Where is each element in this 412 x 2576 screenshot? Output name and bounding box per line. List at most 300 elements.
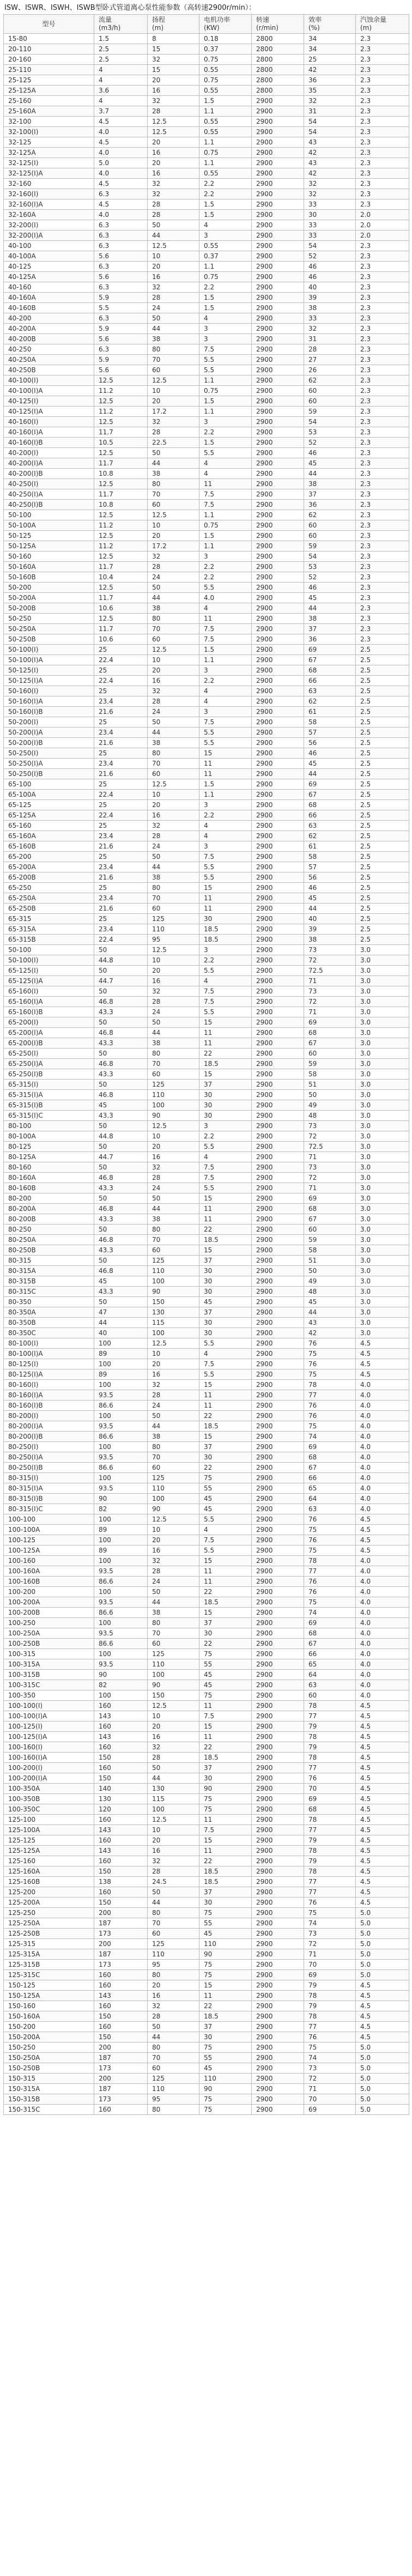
cell-power: 5.5 bbox=[199, 448, 252, 458]
cell-speed: 2900 bbox=[252, 127, 304, 137]
cell-power: 15 bbox=[199, 1722, 252, 1732]
cell-model: 65-160(I) bbox=[4, 986, 94, 997]
table-row bbox=[4, 1256, 409, 1266]
cell-head: 50 bbox=[148, 1587, 199, 1597]
cell-model: 40-250(I)B bbox=[4, 500, 94, 510]
cell-speed: 2900 bbox=[252, 686, 304, 696]
cell-power: 0.55 bbox=[199, 241, 252, 251]
table-row bbox=[4, 645, 409, 655]
cell-model: 80-250(I) bbox=[4, 1442, 94, 1452]
cell-npsh: 4.5 bbox=[356, 1359, 409, 1369]
cell-speed: 2900 bbox=[252, 841, 304, 852]
cell-head: 16 bbox=[148, 676, 199, 686]
cell-efficiency: 59 bbox=[304, 407, 356, 417]
pump-spec-table bbox=[3, 14, 409, 2115]
cell-head: 10 bbox=[148, 1711, 199, 1722]
cell-speed: 2900 bbox=[252, 396, 304, 407]
cell-speed: 2900 bbox=[252, 2063, 304, 2074]
cell-power: 22 bbox=[199, 1048, 252, 1059]
table-row bbox=[4, 1866, 409, 1877]
cell-efficiency: 38 bbox=[304, 935, 356, 945]
cell-efficiency: 33 bbox=[304, 220, 356, 231]
cell-efficiency: 71 bbox=[304, 1152, 356, 1162]
table-row bbox=[4, 1307, 409, 1318]
cell-speed: 2900 bbox=[252, 935, 304, 945]
cell-speed: 2900 bbox=[252, 779, 304, 790]
cell-npsh: 2.5 bbox=[356, 645, 409, 655]
cell-model: 20-110 bbox=[4, 44, 94, 54]
cell-efficiency: 67 bbox=[304, 1038, 356, 1048]
cell-head: 80 bbox=[148, 1618, 199, 1628]
cell-head: 16 bbox=[148, 86, 199, 96]
table-row bbox=[4, 1939, 409, 1949]
column-header-label: 电机功率 bbox=[204, 16, 231, 23]
cell-speed: 2900 bbox=[252, 1473, 304, 1483]
cell-efficiency: 70 bbox=[304, 1784, 356, 1794]
cell-power: 0.55 bbox=[199, 127, 252, 137]
cell-npsh: 5.0 bbox=[356, 1939, 409, 1949]
cell-efficiency: 68 bbox=[304, 1204, 356, 1214]
cell-efficiency: 46 bbox=[304, 448, 356, 458]
cell-power: 22 bbox=[199, 1587, 252, 1597]
cell-power: 4 bbox=[199, 831, 252, 841]
cell-efficiency: 51 bbox=[304, 1256, 356, 1266]
cell-npsh: 4.5 bbox=[356, 1732, 409, 1742]
cell-efficiency: 34 bbox=[304, 34, 356, 44]
cell-head: 70 bbox=[148, 893, 199, 904]
cell-speed: 2900 bbox=[252, 914, 304, 924]
cell-power: 0.75 bbox=[199, 148, 252, 158]
table-row bbox=[4, 1038, 409, 1048]
cell-head: 100 bbox=[148, 1100, 199, 1111]
cell-power: 7.5 bbox=[199, 1711, 252, 1722]
cell-speed: 2900 bbox=[252, 303, 304, 313]
cell-power: 4 bbox=[199, 1152, 252, 1162]
cell-speed: 2900 bbox=[252, 1835, 304, 1846]
cell-speed: 2900 bbox=[252, 821, 304, 831]
cell-power: 90 bbox=[199, 1949, 252, 1960]
cell-model: 100-100 bbox=[4, 1514, 94, 1525]
cell-flow: 6.3 bbox=[94, 189, 148, 199]
cell-efficiency: 69 bbox=[304, 1017, 356, 1028]
cell-power: 15 bbox=[199, 1835, 252, 1846]
cell-power: 5.5 bbox=[199, 1007, 252, 1017]
cell-flow: 6.3 bbox=[94, 231, 148, 241]
cell-head: 44 bbox=[148, 324, 199, 334]
cell-power: 18.5 bbox=[199, 1866, 252, 1877]
cell-npsh: 3.0 bbox=[356, 1287, 409, 1297]
table-row bbox=[4, 148, 409, 158]
cell-model: 80-125(I)A bbox=[4, 1369, 94, 1380]
cell-flow: 4 bbox=[94, 96, 148, 106]
cell-efficiency: 66 bbox=[304, 1649, 356, 1659]
cell-model: 65-125(I)A bbox=[4, 976, 94, 986]
cell-head: 10 bbox=[148, 955, 199, 966]
cell-flow: 93.5 bbox=[94, 1597, 148, 1608]
cell-efficiency: 71 bbox=[304, 2084, 356, 2094]
table-row bbox=[4, 438, 409, 448]
cell-model: 65-160(I)B bbox=[4, 1007, 94, 1017]
cell-efficiency: 49 bbox=[304, 1100, 356, 1111]
cell-efficiency: 45 bbox=[304, 1297, 356, 1307]
cell-npsh: 2.3 bbox=[356, 293, 409, 303]
cell-efficiency: 77 bbox=[304, 1566, 356, 1577]
cell-efficiency: 30 bbox=[304, 210, 356, 220]
column-header-motor-power bbox=[199, 15, 252, 34]
cell-model: 40-160(I) bbox=[4, 417, 94, 427]
cell-npsh: 4.5 bbox=[356, 1784, 409, 1794]
cell-head: 16 bbox=[148, 1846, 199, 1856]
cell-head: 50 bbox=[148, 1887, 199, 1898]
table-row bbox=[4, 624, 409, 634]
cell-head: 80 bbox=[148, 614, 199, 624]
cell-npsh: 2.3 bbox=[356, 551, 409, 562]
cell-speed: 2900 bbox=[252, 231, 304, 241]
cell-head: 22.5 bbox=[148, 438, 199, 448]
table-row bbox=[4, 1100, 409, 1111]
cell-npsh: 3.0 bbox=[356, 1204, 409, 1214]
cell-model: 32-100 bbox=[4, 117, 94, 127]
cell-npsh: 4.0 bbox=[356, 1649, 409, 1659]
cell-efficiency: 78 bbox=[304, 1866, 356, 1877]
cell-head: 100 bbox=[148, 1328, 199, 1338]
cell-efficiency: 73 bbox=[304, 945, 356, 955]
column-header-label: 扬程 bbox=[152, 16, 166, 23]
cell-head: 50 bbox=[148, 1017, 199, 1028]
cell-speed: 2900 bbox=[252, 1080, 304, 1090]
cell-flow: 22.4 bbox=[94, 935, 148, 945]
cell-speed: 2900 bbox=[252, 1825, 304, 1835]
cell-speed: 2900 bbox=[252, 2084, 304, 2094]
cell-head: 60 bbox=[148, 769, 199, 779]
cell-speed: 2900 bbox=[252, 924, 304, 935]
cell-npsh: 2.5 bbox=[356, 707, 409, 717]
cell-power: 30 bbox=[199, 2032, 252, 2042]
cell-power: 37 bbox=[199, 2022, 252, 2032]
table-row bbox=[4, 924, 409, 935]
cell-model: 100-125(I) bbox=[4, 1722, 94, 1732]
cell-npsh: 4.5 bbox=[356, 1525, 409, 1535]
cell-flow: 86.6 bbox=[94, 1608, 148, 1618]
cell-flow: 130 bbox=[94, 1794, 148, 1804]
cell-efficiency: 62 bbox=[304, 831, 356, 841]
cell-npsh: 2.5 bbox=[356, 893, 409, 904]
cell-flow: 4 bbox=[94, 75, 148, 86]
cell-efficiency: 77 bbox=[304, 1877, 356, 1887]
cell-npsh: 2.3 bbox=[356, 396, 409, 407]
cell-efficiency: 53 bbox=[304, 562, 356, 572]
cell-efficiency: 42 bbox=[304, 1328, 356, 1338]
cell-power: 7.5 bbox=[199, 1825, 252, 1835]
table-row bbox=[4, 738, 409, 748]
cell-efficiency: 68 bbox=[304, 800, 356, 810]
cell-npsh: 4.5 bbox=[356, 2011, 409, 2022]
cell-model: 125-125 bbox=[4, 1835, 94, 1846]
table-row bbox=[4, 220, 409, 231]
cell-flow: 21.6 bbox=[94, 904, 148, 914]
cell-model: 40-200(I) bbox=[4, 448, 94, 458]
cell-head: 100 bbox=[148, 1804, 199, 1815]
cell-flow: 187 bbox=[94, 2084, 148, 2094]
cell-efficiency: 60 bbox=[304, 1225, 356, 1235]
cell-head: 44 bbox=[148, 1597, 199, 1608]
cell-efficiency: 77 bbox=[304, 1711, 356, 1722]
cell-efficiency: 45 bbox=[304, 893, 356, 904]
cell-head: 80 bbox=[148, 1970, 199, 1980]
cell-power: 15 bbox=[199, 1608, 252, 1618]
cell-flow: 11.2 bbox=[94, 541, 148, 551]
cell-npsh: 3.0 bbox=[356, 1090, 409, 1100]
cell-head: 95 bbox=[148, 935, 199, 945]
cell-head: 32 bbox=[148, 1856, 199, 1866]
table-row bbox=[4, 759, 409, 769]
cell-efficiency: 67 bbox=[304, 1463, 356, 1473]
cell-speed: 2900 bbox=[252, 624, 304, 634]
cell-flow: 140 bbox=[94, 1784, 148, 1794]
table-row bbox=[4, 800, 409, 810]
cell-speed: 2900 bbox=[252, 427, 304, 438]
cell-npsh: 4.0 bbox=[356, 1587, 409, 1597]
cell-power: 75 bbox=[199, 1690, 252, 1701]
cell-npsh: 2.5 bbox=[356, 779, 409, 790]
cell-power: 2.2 bbox=[199, 189, 252, 199]
table-row bbox=[4, 1587, 409, 1597]
cell-power: 2.2 bbox=[199, 1131, 252, 1142]
cell-head: 38 bbox=[148, 603, 199, 614]
cell-power: 5.5 bbox=[199, 1183, 252, 1193]
cell-power: 30 bbox=[199, 1111, 252, 1121]
table-row bbox=[4, 251, 409, 262]
cell-speed: 2900 bbox=[252, 1297, 304, 1307]
cell-speed: 2900 bbox=[252, 1307, 304, 1318]
cell-efficiency: 74 bbox=[304, 1432, 356, 1442]
column-header-unit: (m) bbox=[360, 24, 372, 32]
cell-power: 1.1 bbox=[199, 137, 252, 148]
cell-flow: 5.6 bbox=[94, 334, 148, 344]
cell-flow: 25 bbox=[94, 914, 148, 924]
cell-efficiency: 31 bbox=[304, 334, 356, 344]
cell-power: 2.2 bbox=[199, 562, 252, 572]
cell-speed: 2900 bbox=[252, 1048, 304, 1059]
cell-speed: 2900 bbox=[252, 541, 304, 551]
cell-flow: 4.5 bbox=[94, 179, 148, 189]
cell-efficiency: 67 bbox=[304, 1639, 356, 1649]
cell-npsh: 4.0 bbox=[356, 1411, 409, 1421]
cell-flow: 4.5 bbox=[94, 199, 148, 210]
column-header-npsh bbox=[356, 15, 409, 34]
cell-speed: 2900 bbox=[252, 210, 304, 220]
cell-speed: 2900 bbox=[252, 1359, 304, 1369]
cell-flow: 82 bbox=[94, 1504, 148, 1514]
cell-power: 1.1 bbox=[199, 262, 252, 272]
cell-flow: 173 bbox=[94, 1960, 148, 1970]
cell-efficiency: 43 bbox=[304, 1318, 356, 1328]
cell-power: 0.18 bbox=[199, 34, 252, 44]
cell-speed: 2900 bbox=[252, 707, 304, 717]
cell-flow: 6.3 bbox=[94, 262, 148, 272]
cell-head: 110 bbox=[148, 1659, 199, 1670]
cell-model: 50-125(I) bbox=[4, 665, 94, 676]
cell-speed: 2900 bbox=[252, 748, 304, 759]
table-row bbox=[4, 872, 409, 883]
column-header-unit: (%) bbox=[308, 24, 320, 32]
cell-flow: 2.5 bbox=[94, 44, 148, 54]
cell-flow: 150 bbox=[94, 1753, 148, 1763]
table-row bbox=[4, 1390, 409, 1401]
cell-efficiency: 28 bbox=[304, 344, 356, 355]
cell-head: 28 bbox=[148, 1390, 199, 1401]
table-row bbox=[4, 1960, 409, 1970]
table-row bbox=[4, 1908, 409, 1918]
cell-efficiency: 54 bbox=[304, 117, 356, 127]
cell-head: 20 bbox=[148, 1722, 199, 1732]
cell-head: 28 bbox=[148, 831, 199, 841]
cell-power: 7.5 bbox=[199, 986, 252, 997]
cell-speed: 2900 bbox=[252, 665, 304, 676]
cell-efficiency: 72.5 bbox=[304, 966, 356, 976]
cell-flow: 93.5 bbox=[94, 1659, 148, 1670]
cell-efficiency: 76 bbox=[304, 1773, 356, 1784]
cell-flow: 143 bbox=[94, 1846, 148, 1856]
cell-power: 3 bbox=[199, 841, 252, 852]
cell-power: 11 bbox=[199, 1577, 252, 1587]
cell-head: 90 bbox=[148, 1680, 199, 1690]
cell-power: 22 bbox=[199, 1742, 252, 1753]
cell-flow: 12.5 bbox=[94, 479, 148, 489]
cell-head: 32 bbox=[148, 986, 199, 997]
cell-head: 125 bbox=[148, 1473, 199, 1483]
cell-efficiency: 45 bbox=[304, 759, 356, 769]
cell-speed: 2900 bbox=[252, 1980, 304, 1991]
cell-head: 80 bbox=[148, 1908, 199, 1918]
table-row bbox=[4, 1048, 409, 1059]
cell-flow: 12.5 bbox=[94, 510, 148, 520]
cell-speed: 2900 bbox=[252, 1421, 304, 1432]
table-row bbox=[4, 1514, 409, 1525]
cell-power: 45 bbox=[199, 2063, 252, 2074]
cell-efficiency: 76 bbox=[304, 1577, 356, 1587]
cell-head: 12.5 bbox=[148, 241, 199, 251]
cell-speed: 2800 bbox=[252, 65, 304, 75]
table-row bbox=[4, 96, 409, 106]
cell-power: 0.75 bbox=[199, 272, 252, 282]
cell-head: 12.5 bbox=[148, 127, 199, 137]
cell-power: 5.5 bbox=[199, 872, 252, 883]
cell-head: 110 bbox=[148, 1090, 199, 1100]
cell-model: 80-125 bbox=[4, 1142, 94, 1152]
cell-model: 100-315A bbox=[4, 1659, 94, 1670]
cell-speed: 2900 bbox=[252, 696, 304, 707]
cell-npsh: 4.5 bbox=[356, 1825, 409, 1835]
cell-model: 100-350B bbox=[4, 1794, 94, 1804]
cell-speed: 2900 bbox=[252, 1670, 304, 1680]
cell-npsh: 4.5 bbox=[356, 1349, 409, 1359]
cell-speed: 2800 bbox=[252, 44, 304, 54]
cell-flow: 4.0 bbox=[94, 127, 148, 137]
cell-speed: 2900 bbox=[252, 1628, 304, 1639]
cell-speed: 2900 bbox=[252, 262, 304, 272]
cell-power: 3 bbox=[199, 417, 252, 427]
cell-model: 100-200(I)A bbox=[4, 1773, 94, 1784]
cell-head: 12.5 bbox=[148, 1514, 199, 1525]
cell-power: 4 bbox=[199, 821, 252, 831]
cell-model: 50-250 bbox=[4, 614, 94, 624]
cell-power: 1.1 bbox=[199, 541, 252, 551]
cell-efficiency: 72 bbox=[304, 955, 356, 966]
cell-npsh: 2.3 bbox=[356, 179, 409, 189]
cell-speed: 2900 bbox=[252, 583, 304, 593]
cell-model: 65-100 bbox=[4, 779, 94, 790]
cell-model: 125-160A bbox=[4, 1866, 94, 1877]
cell-power: 18.5 bbox=[199, 924, 252, 935]
cell-head: 32 bbox=[148, 551, 199, 562]
cell-head: 90 bbox=[148, 1111, 199, 1121]
cell-npsh: 2.3 bbox=[356, 303, 409, 313]
cell-npsh: 3.0 bbox=[356, 976, 409, 986]
cell-npsh: 2.3 bbox=[356, 241, 409, 251]
column-header-unit: (m) bbox=[152, 24, 164, 32]
cell-efficiency: 71 bbox=[304, 1007, 356, 1017]
table-row bbox=[4, 520, 409, 531]
cell-model: 50-160(I)A bbox=[4, 696, 94, 707]
cell-flow: 160 bbox=[94, 2105, 148, 2115]
cell-head: 32 bbox=[148, 1742, 199, 1753]
cell-npsh: 2.3 bbox=[356, 127, 409, 137]
cell-head: 110 bbox=[148, 2084, 199, 2094]
cell-power: 11 bbox=[199, 1991, 252, 2001]
cell-flow: 43.3 bbox=[94, 1038, 148, 1048]
cell-flow: 46.8 bbox=[94, 1090, 148, 1100]
cell-flow: 12.5 bbox=[94, 551, 148, 562]
cell-npsh: 2.3 bbox=[356, 438, 409, 448]
cell-head: 10 bbox=[148, 386, 199, 396]
cell-npsh: 3.0 bbox=[356, 1276, 409, 1287]
cell-model: 50-200(I) bbox=[4, 717, 94, 728]
cell-efficiency: 76 bbox=[304, 1359, 356, 1369]
cell-speed: 2900 bbox=[252, 1659, 304, 1670]
cell-head: 125 bbox=[148, 1649, 199, 1659]
cell-power: 110 bbox=[199, 1939, 252, 1949]
cell-speed: 2900 bbox=[252, 1452, 304, 1463]
cell-efficiency: 75 bbox=[304, 2042, 356, 2053]
cell-model: 15-80 bbox=[4, 34, 94, 44]
cell-head: 50 bbox=[148, 313, 199, 324]
cell-flow: 5.9 bbox=[94, 355, 148, 365]
cell-speed: 2900 bbox=[252, 551, 304, 562]
cell-flow: 5.0 bbox=[94, 158, 148, 168]
cell-power: 3 bbox=[199, 665, 252, 676]
cell-model: 40-100(I) bbox=[4, 375, 94, 386]
cell-npsh: 3.0 bbox=[356, 1131, 409, 1142]
cell-efficiency: 38 bbox=[304, 614, 356, 624]
cell-npsh: 4.0 bbox=[356, 1618, 409, 1628]
cell-model: 65-250B bbox=[4, 904, 94, 914]
cell-npsh: 2.5 bbox=[356, 841, 409, 852]
cell-head: 60 bbox=[148, 1245, 199, 1256]
cell-power: 37 bbox=[199, 1442, 252, 1452]
cell-npsh: 2.3 bbox=[356, 386, 409, 396]
cell-flow: 143 bbox=[94, 1732, 148, 1742]
cell-flow: 43.3 bbox=[94, 1287, 148, 1297]
cell-power: 55 bbox=[199, 1483, 252, 1494]
cell-efficiency: 65 bbox=[304, 1659, 356, 1670]
cell-flow: 4.0 bbox=[94, 148, 148, 158]
cell-power: 7.5 bbox=[199, 500, 252, 510]
cell-npsh: 4.5 bbox=[356, 1701, 409, 1711]
cell-power: 5.5 bbox=[199, 1338, 252, 1349]
table-row bbox=[4, 2063, 409, 2074]
table-row bbox=[4, 779, 409, 790]
